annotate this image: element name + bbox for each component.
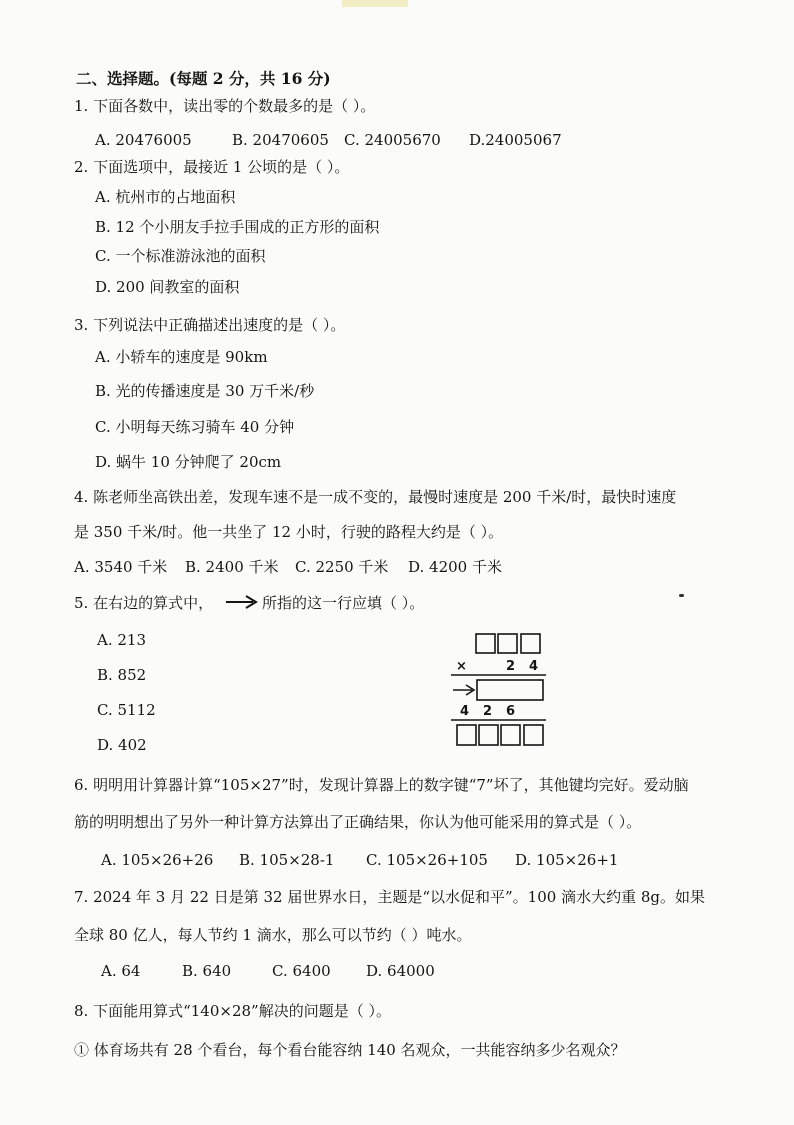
q6-option-b: B. 105×28-1: [239, 851, 335, 869]
q4-option-d: D. 4200 千米: [408, 558, 502, 576]
q2-option-c: C. 一个标准游泳池的面积: [95, 247, 266, 265]
q7-option-b: B. 640: [182, 962, 232, 980]
right-arrow-icon: [225, 594, 259, 610]
q2-option-b: B. 12 个小朋友手拉手围成的正方形的面积: [95, 218, 380, 236]
q1-option-c: C. 24005670: [344, 131, 441, 149]
q5-option-d: D. 402: [97, 736, 147, 754]
q3-option-c: C. 小明每天练习骑车 40 分钟: [95, 418, 295, 436]
q1-option-d: D.24005067: [469, 131, 562, 149]
ink-spot: [679, 594, 684, 597]
multiplicand-box-2: [498, 634, 517, 653]
q5-option-c: C. 5112: [97, 701, 156, 719]
times-sign: ×: [456, 659, 467, 674]
q7-option-c: C. 6400: [272, 962, 331, 980]
product-box-4: [524, 725, 543, 745]
q4-option-b: B. 2400 千米: [185, 558, 279, 576]
multiplier-digit-ones: 4: [529, 659, 539, 674]
q6-stem-line1: 6. 明明用计算器计算“105×27”时，发现计算器上的数字键“7”坏了，其他键均完好。爱动脑: [74, 776, 689, 794]
q7-option-a: A. 64: [101, 962, 141, 980]
q3-stem: 3. 下列说法中正确描述出速度的是（ ）。: [74, 316, 346, 334]
q8-item-1: ① 体育场共有 28 个看台，每个看台能容纳 140 名观众，一共能容纳多少名观众？: [74, 1041, 626, 1059]
product-box-2: [479, 725, 498, 745]
partial-digit-2: 2: [483, 704, 493, 719]
q1-option-a: A. 20476005: [95, 131, 192, 149]
q5-option-a: A. 213: [97, 631, 146, 649]
q1-option-b: B. 20470605: [232, 131, 329, 149]
q4-stem-line1: 4. 陈老师坐高铁出差，发现车速不是一成不变的，最慢时速度是 200 千米/时，最快时速度: [74, 488, 677, 506]
top-smudge: [342, 0, 408, 7]
partial-digit-1: 4: [460, 704, 470, 719]
q5-stem-after: 所指的这一行应填（ ）。: [262, 594, 425, 612]
q3-option-d: D. 蜗牛 10 分钟爬了 20cm: [95, 453, 282, 471]
q6-option-d: D. 105×26+1: [515, 851, 619, 869]
q1-stem: 1. 下面各数中，读出零的个数最多的是（ ）。: [74, 97, 376, 115]
product-box-1: [457, 725, 476, 745]
section-title: 二、选择题。(每题 2 分，共 16 分): [76, 69, 331, 88]
q3-option-a: A. 小轿车的速度是 90km: [95, 348, 268, 366]
vertical-multiplication-figure: [445, 632, 560, 752]
q6-stem-line2: 筋的明明想出了另外一种计算方法算出了正确结果，你认为他可能采用的算式是（ ）。: [74, 813, 642, 831]
q4-option-a: A. 3540 千米: [74, 558, 168, 576]
q8-stem: 8. 下面能用算式“140×28”解决的问题是（ ）。: [74, 1002, 391, 1020]
q4-option-c: C. 2250 千米: [295, 558, 389, 576]
partial-product-box: [477, 680, 543, 700]
q7-stem-line2: 全球 80 亿人，每人节约 1 滴水，那么可以节约（ ）吨水。: [74, 926, 472, 944]
q2-option-a: A. 杭州市的占地面积: [95, 188, 236, 206]
q5-stem-before: 5. 在右边的算式中，: [74, 594, 214, 612]
product-box-3: [501, 725, 520, 745]
multiplicand-box-3: [521, 634, 540, 653]
q6-option-c: C. 105×26+105: [366, 851, 488, 869]
multiplier-digit-tens: 2: [506, 659, 516, 674]
q7-stem-line1: 7. 2024 年 3 月 22 日是第 32 届世界水日，主题是“以水促和平”。100 滴水大约重 8g。如果: [74, 888, 705, 906]
partial-digit-3: 6: [506, 704, 516, 719]
q4-stem-line2: 是 350 千米/时。他一共坐了 12 小时，行驶的路程大约是（ ）。: [74, 523, 504, 541]
q2-option-d: D. 200 间教室的面积: [95, 278, 240, 296]
q3-option-b: B. 光的传播速度是 30 万千米/秒: [95, 382, 315, 400]
q6-option-a: A. 105×26+26: [101, 851, 214, 869]
q2-stem: 2. 下面选项中，最接近 1 公顷的是（ ）。: [74, 158, 350, 176]
q7-option-d: D. 64000: [366, 962, 435, 980]
q5-option-b: B. 852: [97, 666, 147, 684]
multiplicand-box-1: [476, 634, 495, 653]
